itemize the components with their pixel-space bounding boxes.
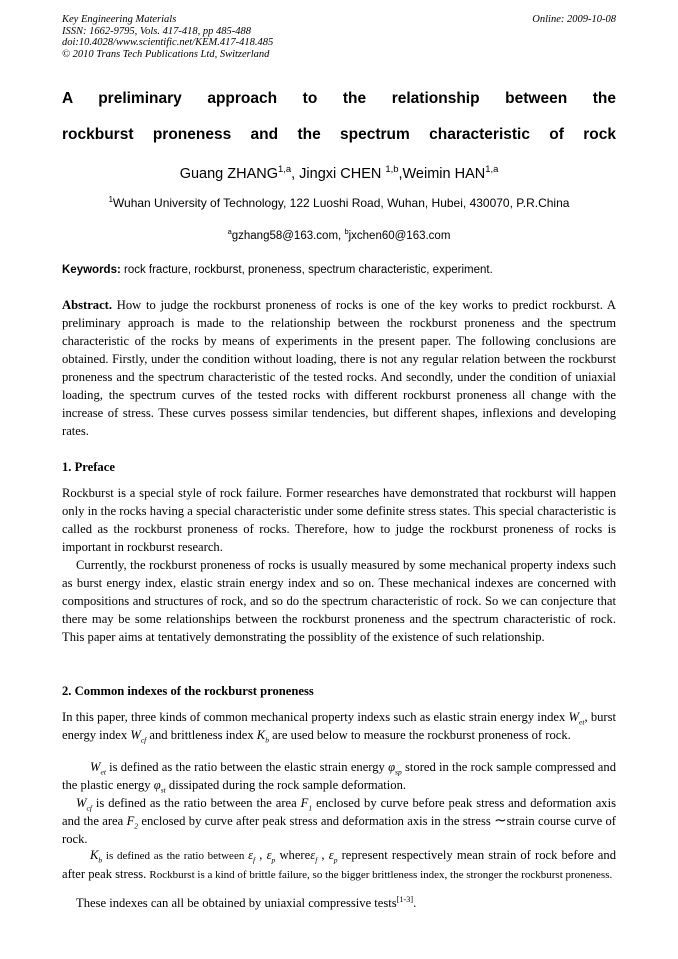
section-1-paragraph-1: Rockburst is a special style of rock failure. Former researches have demonstrated that rockburst will happen only in the rocks having a special characteristic under some definite stress states. This special characteristic is called as the rockburst proneness of rocks. Therefore, how to judge the rockburst proneness of rocks is important in rockburst research. bbox=[62, 486, 616, 554]
keywords-text: rock fracture, rockburst, proneness, spectrum characteristic, experiment. bbox=[120, 264, 493, 276]
s2p3-text-b: enclosed by curve before peak stress and deformation axis and the area bbox=[62, 796, 616, 828]
author-1: Guang ZHANG bbox=[179, 166, 279, 182]
abstract bbox=[62, 296, 616, 440]
copyright-line: © 2010 Trans Tech Publications Ltd, Switzerland bbox=[62, 48, 270, 60]
eps-f-symbol: $\varepsilon_f$ bbox=[310, 848, 318, 865]
f1-symbol: $F_1$ bbox=[300, 796, 313, 813]
f2-symbol: $F_2$ bbox=[126, 814, 139, 831]
paper-title-line-2: rockburst proneness and the spectrum characteristic of rock bbox=[62, 126, 616, 143]
affiliation-text: Wuhan University of Technology, 122 Luoshi Road, Wuhan, Hubei, 430070, P.R.China bbox=[112, 196, 570, 210]
online-date: Online: 2009-10-08 bbox=[532, 14, 616, 25]
author-3: ,Weimin HAN bbox=[398, 166, 486, 182]
s2p3-text-c: enclosed by curve after peak stress and deformation axis in the stress bbox=[138, 814, 495, 828]
section-2-heading: 2. Common indexes of the rockburst proneness bbox=[62, 684, 314, 698]
phi-st-symbol: $\varphi_{st}$ bbox=[153, 778, 166, 795]
s2p2-text-c: dissipated during the rock sample deformation. bbox=[165, 778, 407, 792]
s2p4-text-d: , bbox=[317, 848, 329, 862]
s2p5-text-a: These indexes can all be obtained by uniaxial compressive tests bbox=[76, 896, 397, 910]
s2p1-text-a: In this paper, three kinds of common mechanical property indexs such as elastic strain energy index bbox=[62, 710, 569, 724]
author-2: , Jingxi CHEN bbox=[291, 166, 386, 182]
email-line bbox=[0, 227, 678, 242]
author-3-affil: 1,a bbox=[485, 163, 499, 175]
affiliation-sup: 1 bbox=[108, 195, 113, 204]
s2p3-text-e: strain course curve of rock. bbox=[62, 814, 616, 846]
affiliation bbox=[0, 196, 678, 210]
k-b-symbol: $K_b$ bbox=[90, 848, 103, 865]
issn-line: ISSN: 1662-9795, Vols. 417-418, pp 485-488 bbox=[62, 25, 251, 37]
tilde-sign: ∼ bbox=[494, 813, 507, 829]
s2p5-text-b: . bbox=[413, 896, 417, 910]
author-1-affil: 1,a bbox=[278, 163, 292, 175]
eps-p-symbol: $\varepsilon_p$ bbox=[328, 848, 338, 865]
s2p1-text-c: and brittleness index bbox=[146, 728, 257, 742]
s2p4-text-e: represent respectively mean strain of rock before and after peak stress. bbox=[62, 848, 616, 881]
section-2-paragraph-4 bbox=[62, 846, 616, 884]
s2p4-text-b: , bbox=[255, 848, 267, 862]
section-1-heading: 1. Preface bbox=[62, 460, 115, 474]
s2p4-text-f: Rockburst is a kind of brittle failure, so the bigger brittleness index, the stronger the rockburst proneness. bbox=[149, 869, 613, 881]
paper-title-line-1: A preliminary approach to the relationship between the bbox=[62, 90, 616, 107]
author-list bbox=[0, 163, 678, 182]
email-a[interactable]: gzhang58@163.com, bbox=[231, 230, 345, 242]
email-b[interactable]: jxchen60@163.com bbox=[348, 230, 451, 242]
w-et-symbol: $W_{et}$ bbox=[90, 760, 106, 777]
citation-ref[interactable]: [1-3] bbox=[396, 894, 414, 904]
phi-sp-symbol: $\varphi_{sp}$ bbox=[388, 760, 402, 777]
eps-p-symbol: $\varepsilon_p$ bbox=[266, 848, 276, 865]
s2p4-text-c: where bbox=[275, 848, 311, 862]
abstract-label: Abstract. bbox=[62, 298, 113, 312]
section-2-paragraph-2 bbox=[62, 758, 616, 794]
section-2-paragraph-5 bbox=[62, 894, 616, 912]
s2p3-text-a: is defined as the ratio between the area bbox=[91, 796, 301, 810]
w-cf-symbol: $W_{cf}$ bbox=[76, 796, 92, 813]
journal-name: Key Engineering Materials bbox=[62, 14, 177, 25]
section-1-paragraph-2: Currently, the rockburst proneness of rocks is usually measured by some mechanical property indexs such as burst energy index, elastic strain energy index and so on. These mechanical indexes are concerned with compositions and structures of rock, and so do the spectrum characteristic of rock. So we can conjecture that there may be some relationships between the rockburst proneness and the spectrum characteristic of rock. This paper aims at tentatively demonstrating the possiblity of the existence of such relationship. bbox=[62, 558, 616, 644]
k-b-symbol: $K_b$ bbox=[256, 728, 269, 745]
doi-line: doi:10.4028/www.scientific.net/KEM.417-418.485 bbox=[62, 37, 274, 48]
email-b-sup: b bbox=[344, 227, 349, 237]
w-cf-symbol: $W_{cf}$ bbox=[130, 728, 147, 745]
abstract-text: How to judge the rockburst proneness of rocks is one of the key works to predict rockburst. A preliminary approach is made to the relationship between the rockburst proneness and the spectrum characteristic of the rocks by means of experiments in the present paper. The following conclusions are obtained. Firstly, under the condition without loading, there is not any regular relation between the rockburst proneness and the spectrum characteristic of the tested rocks. And secondly, under the condition of uniaxial loading, the spectrum curves of the tested rocks with different rockburst proneness all change with the increase of stress. These curves possess similar tendencies, but different shapes, inflexions and developing rates. bbox=[62, 298, 616, 438]
w-et-symbol: $W_{et}$ bbox=[568, 710, 585, 727]
eps-f-symbol: $\varepsilon_f$ bbox=[248, 848, 256, 865]
journal-header bbox=[62, 14, 616, 60]
keywords bbox=[62, 264, 616, 276]
email-a-sup: a bbox=[227, 227, 232, 237]
section-2-paragraph-1 bbox=[62, 708, 616, 744]
s2p2-text-a: is defined as the ratio between the elastic strain energy bbox=[105, 760, 389, 774]
s2p4-text-a: is defined as the ratio between bbox=[102, 850, 249, 862]
s2p2-text-b: stored in the rock sample compressed and the plastic energy bbox=[62, 760, 616, 792]
s2p1-text-b: , burst energy index bbox=[62, 710, 617, 742]
s2p1-text-d: are used below to measure the rockburst proneness of rock. bbox=[268, 728, 571, 742]
section-2-paragraph-3 bbox=[62, 794, 616, 848]
keywords-label: Keywords: bbox=[62, 264, 121, 276]
author-2-affil: 1,b bbox=[385, 163, 399, 175]
